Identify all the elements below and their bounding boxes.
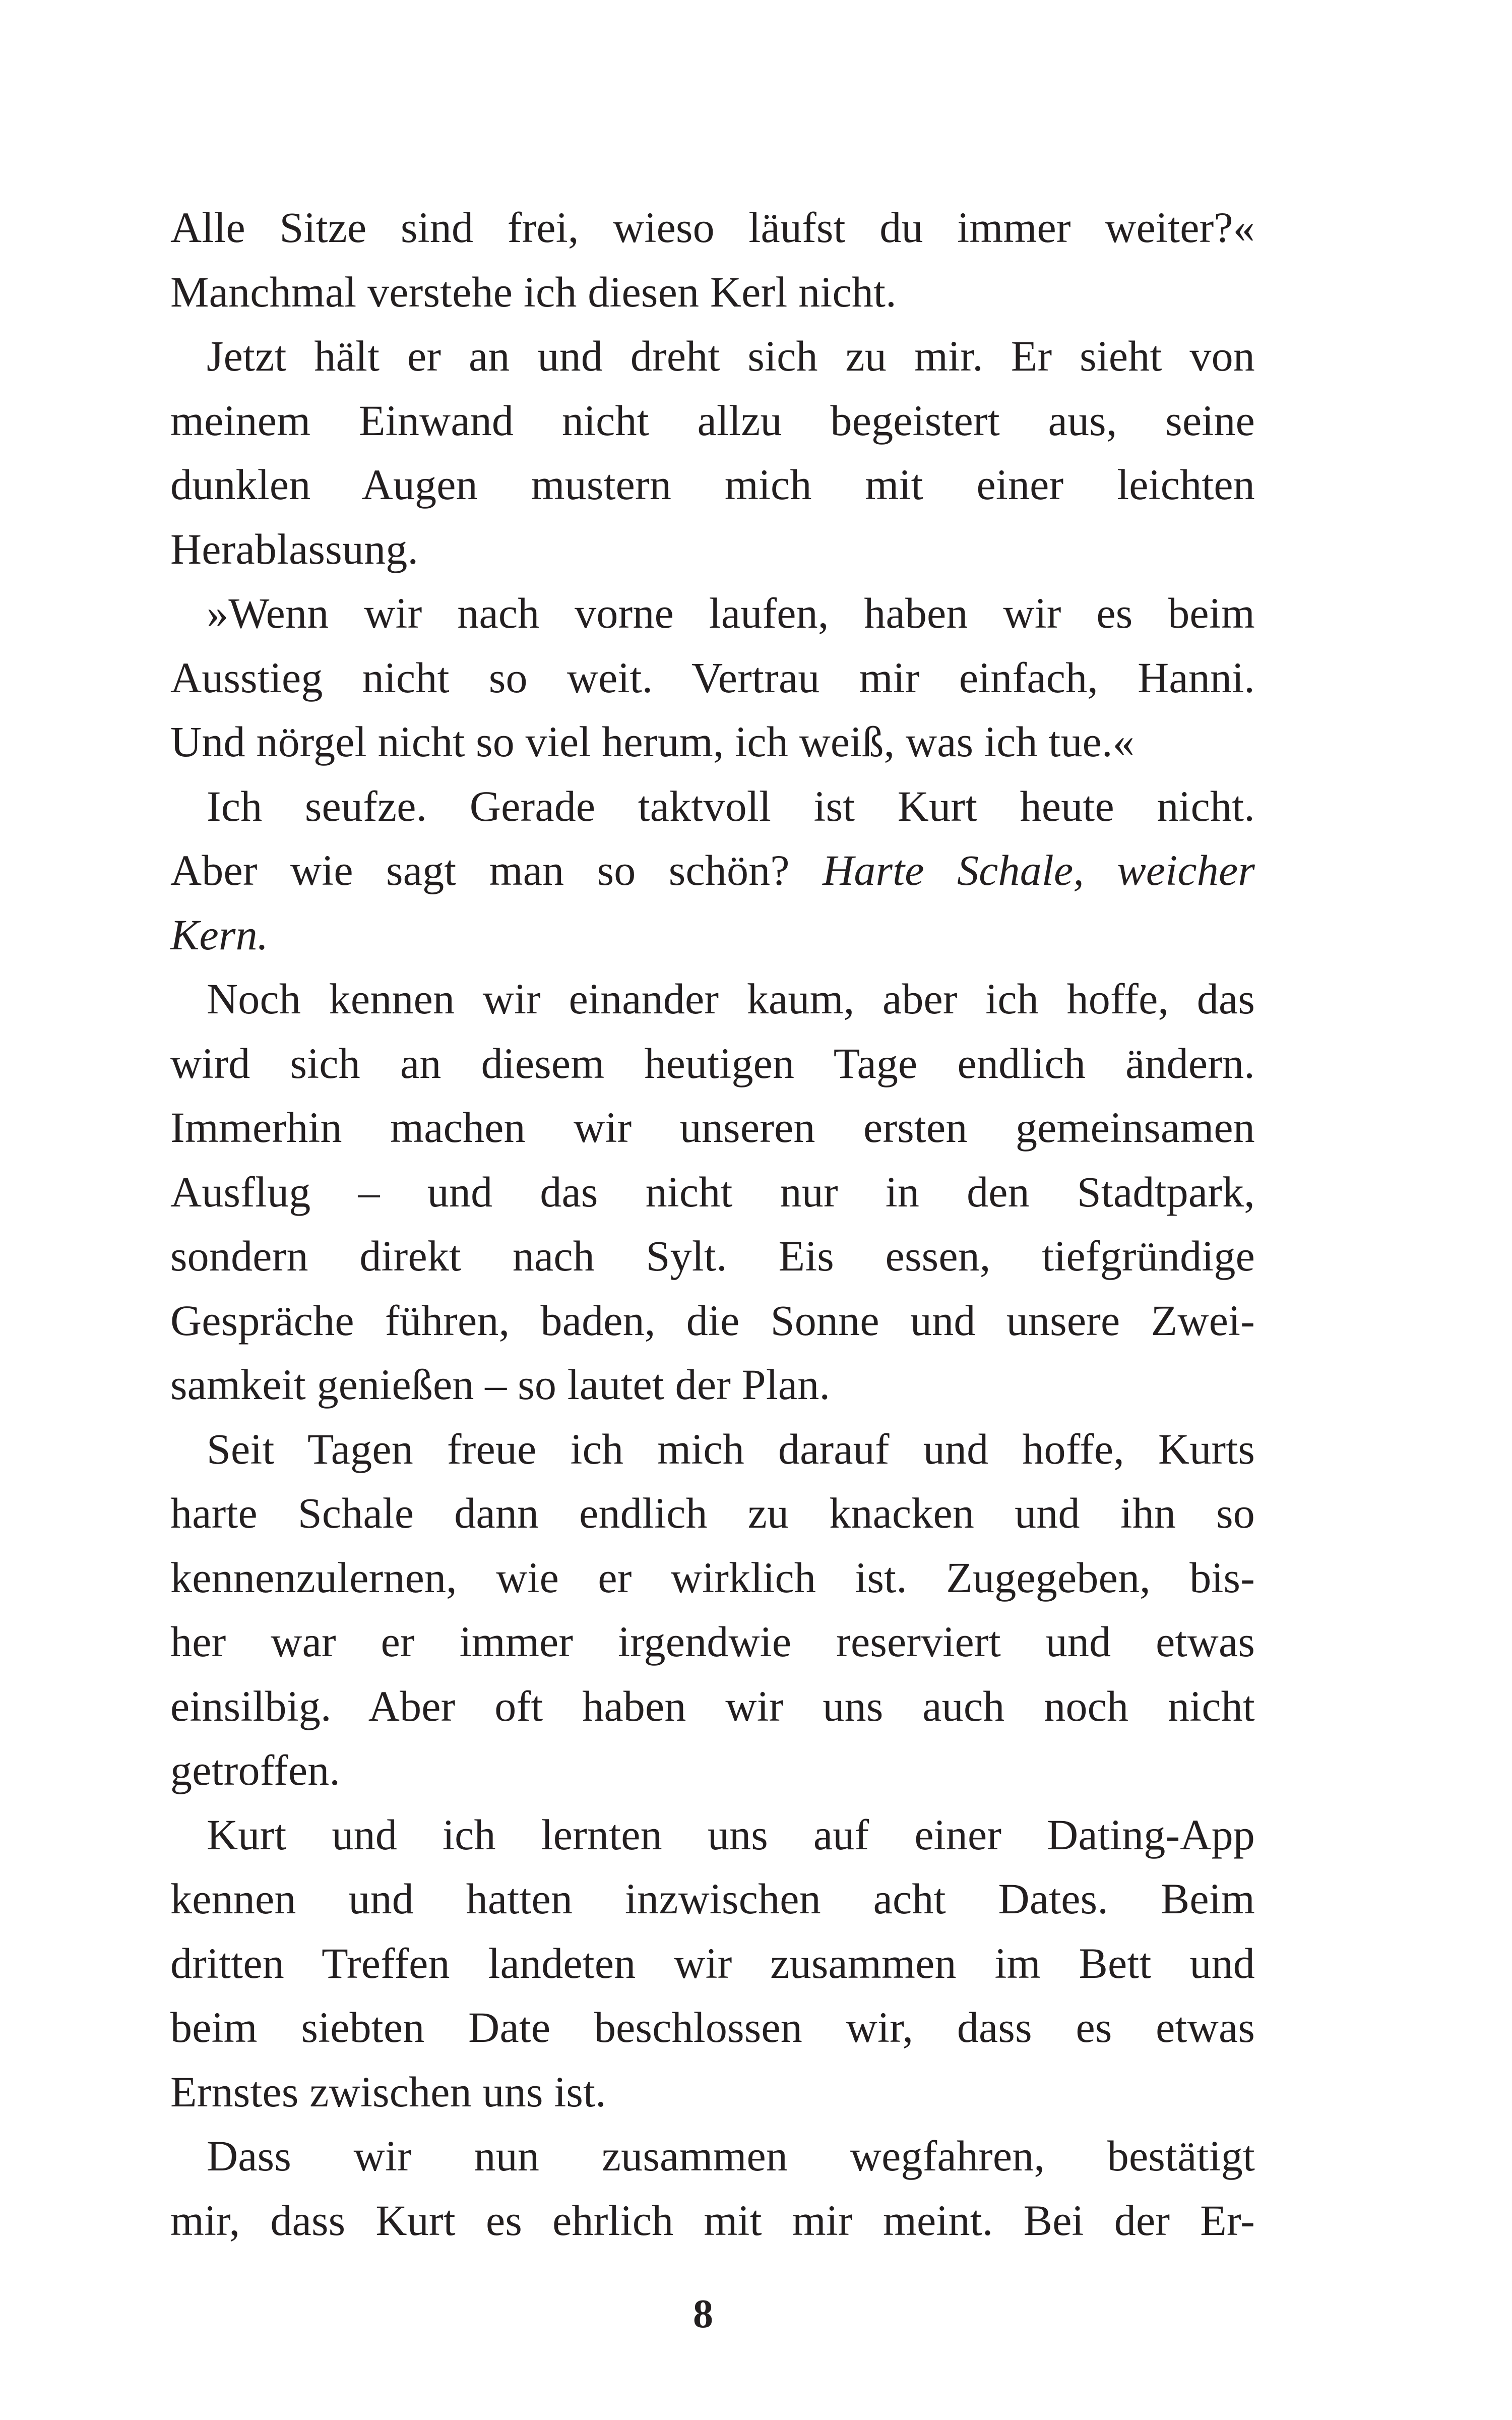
text-line: harte Schale dann endlich zu knacken und ihn so — [170, 1489, 1255, 1537]
text-line: Immerhin machen wir unseren ersten gemeinsamen — [170, 1103, 1255, 1152]
text-line: »Wenn wir nach vorne laufen, haben wir es beim — [207, 589, 1255, 637]
paragraph — [170, 1417, 1255, 1482]
paragraph-line — [170, 1995, 1255, 2060]
paragraph — [170, 967, 1255, 1032]
paragraph-line — [170, 838, 1255, 903]
italic-phrase: Harte Schale, weicher — [823, 846, 1255, 894]
paragraph — [170, 324, 1255, 389]
text-line: Jetzt hält er an und dreht sich zu mir. Er sieht von — [207, 332, 1255, 380]
text-line: meinem Einwand nicht allzu begeistert aus, seine — [170, 396, 1255, 445]
paragraph-line — [170, 710, 1255, 774]
paragraph — [170, 581, 1255, 646]
text-line: Alle Sitze sind frei, wieso läufst du immer weiter?« — [170, 203, 1255, 252]
italic-phrase: Kern. — [170, 910, 269, 959]
paragraph-line — [170, 389, 1255, 453]
text-line: Herablassung. — [170, 524, 419, 573]
text-line: kennenzulernen, wie er wirklich ist. Zugegeben, bis- — [170, 1553, 1255, 1602]
paragraph-line — [170, 1546, 1255, 1610]
text-line: Ernstes zwischen uns ist. — [170, 2067, 606, 2116]
paragraph-line — [170, 1481, 1255, 1546]
text-line: mir, dass Kurt es ehrlich mit mir meint. Bei der Er- — [170, 2196, 1255, 2245]
paragraph-line — [170, 453, 1255, 517]
text-line: wird sich an diesem heutigen Tage endlich ändern. — [170, 1039, 1255, 1087]
page-number: 8 — [693, 2292, 713, 2336]
text-line: Dass wir nun zusammen wegfahren, bestätigt — [207, 2132, 1255, 2180]
body-text — [170, 196, 1255, 2253]
paragraph — [170, 2124, 1255, 2189]
text-line: Und nörgel nicht so viel herum, ich weiß, was ich tue.« — [170, 717, 1135, 766]
paragraph-line — [170, 1931, 1255, 1996]
text-line: sondern direkt nach Sylt. Eis essen, tiefgründige — [170, 1232, 1255, 1280]
text-line: dunklen Augen mustern mich mit einer leichten — [170, 460, 1255, 509]
paragraph-line — [170, 646, 1255, 710]
text-line: samkeit genießen – so lautet der Plan. — [170, 1360, 831, 1409]
paragraph-line — [170, 2060, 1255, 2125]
text-line: getroffen. — [170, 1746, 341, 1794]
paragraph-line — [170, 1032, 1255, 1096]
text-line: Kurt und ich lernten uns auf einer Dating-App — [207, 1810, 1255, 1859]
text-line: Ich seufze. Gerade taktvoll ist Kurt heute nicht. — [207, 781, 1255, 830]
paragraph-line — [170, 1738, 1255, 1803]
paragraph-line — [170, 1224, 1255, 1289]
paragraph-line — [170, 517, 1255, 582]
paragraph — [170, 1803, 1255, 1867]
paragraph — [170, 196, 1255, 260]
text-line: dritten Treffen landeten wir zusammen im Bett und — [170, 1939, 1255, 1987]
text-line: her war er immer irgendwie reserviert und etwas — [170, 1617, 1255, 1666]
text-line: Seit Tagen freue ich mich darauf und hoffe, Kurts — [207, 1424, 1255, 1473]
paragraph-line — [170, 1867, 1255, 1931]
paragraph-line — [170, 260, 1255, 325]
text-line: Manchmal verstehe ich diesen Kerl nicht. — [170, 267, 897, 316]
paragraph-line — [170, 903, 1255, 967]
paragraph-line — [170, 1610, 1255, 1674]
paragraph-line — [170, 1674, 1255, 1739]
text-line: einsilbig. Aber oft haben wir uns auch noch nicht — [170, 1681, 1255, 1730]
paragraph — [170, 774, 1255, 839]
paragraph-line — [170, 1289, 1255, 1353]
text-line: Ausflug – und das nicht nur in den Stadtpark, — [170, 1167, 1255, 1216]
text-line: Noch kennen wir einander kaum, aber ich hoffe, das — [207, 975, 1255, 1023]
paragraph-line — [170, 1096, 1255, 1160]
paragraph-line — [170, 1353, 1255, 1417]
text-line: kennen und hatten inzwischen acht Dates. Beim — [170, 1874, 1255, 1923]
paragraph-line — [170, 1160, 1255, 1225]
paragraph-line — [170, 2189, 1255, 2253]
text-line: Ausstieg nicht so weit. Vertrau mir einfach, Hanni. — [170, 653, 1255, 702]
text-line: beim siebten Date beschlossen wir, dass es etwas — [170, 2003, 1255, 2051]
text-line: Gespräche führen, baden, die Sonne und unsere Zwei- — [170, 1296, 1255, 1345]
text-line: Aber wie sagt man so schön? — [170, 846, 790, 894]
